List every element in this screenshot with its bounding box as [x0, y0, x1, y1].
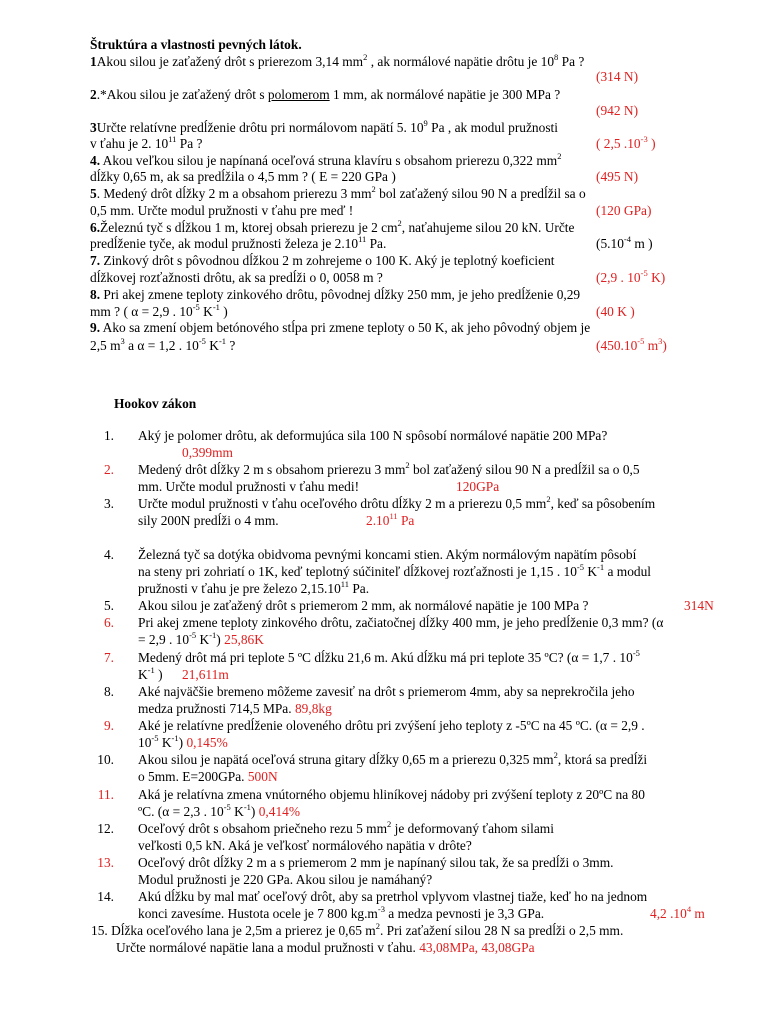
hooke-problem-6-line2: = 2,9 . $10^{-5}$ $K^{-1}$) 25,86K [138, 630, 264, 647]
answer-2: (942 N) [596, 103, 639, 118]
hooke-num-12: 12. [97, 821, 114, 836]
hooke-problem-12-line2: veľkosti 0,5 kN. Aká je veľkosť normálového napätia v drôte? [138, 838, 472, 853]
section-title: Štruktúra a vlastnosti pevných látok. [90, 37, 302, 52]
hooke-num-8: 8. [103, 684, 114, 699]
problem-8-line2: mm ? ( α = 2,9 . $10^{-5}$ $K^{-1}$ ) [90, 302, 228, 319]
hooke-problem-8-line2: medza pružnosti 714,5 MPa. 89,8kg [138, 701, 332, 716]
answer-4: (495 N) [596, 169, 639, 184]
answer-1: (314 N) [596, 69, 639, 84]
hooke-answer-6: 25,86K [224, 632, 264, 647]
answer-3: ( 2,5 $.10^{-3}$ ) [596, 134, 656, 151]
hooke-num-6: 6. [103, 615, 114, 630]
hooke-num-9: 9. [103, 718, 114, 733]
hooke-problem-8-line1: Aké najväčšie bremeno môžeme zavesiť na drôt s priemerom 4mm, aby sa neprekročila jeho [138, 684, 635, 699]
hooke-num-15: 15. [91, 923, 108, 938]
problem-3-line1: 3Určte relatívne predĺženie drôtu pri normálovom napätí 5. $10^9$ Pa , ak modul pružnosti [90, 118, 558, 135]
problem-4-line2: dĺžky 0,65 m, ak sa predĺžila o 4,5 mm ? ( E = 220 GPa ) [90, 169, 396, 184]
hooke-problem-6-line1: Pri akej zmene teploty zinkového drôtu, začiatočnej dĺžky 400 mm, je jeho predĺženie 0,3 mm? (α [138, 615, 664, 630]
hooke-num-14: 14. [97, 889, 114, 904]
hooke-problem-5: Akou silou je zaťažený drôt s priemerom 2 mm, ak normálové napätie je 100 MPa ? [138, 598, 589, 613]
hooke-problem-1: Aký je polomer drôtu, ak deformujúca sila 100 N spôsobí normálové napätie 200 MPa? [138, 428, 608, 443]
hooke-num-2: 2. [103, 462, 114, 477]
hooke-problem-15-line2: Určte normálové napätie lana a modul pružnosti v ťahu. 43,08MPa, 43,08GPa [116, 940, 535, 955]
hooke-answer-3: 2.10$^{11}$ Pa [366, 511, 415, 528]
hooke-answer-9: 0,145% [186, 735, 228, 750]
hooke-answer-11: 0,414% [258, 804, 301, 819]
hooke-answer-15: 43,08MPa, 43,08GPa [419, 940, 535, 955]
problem-7-line1: 7. Zinkový drôt s pôvodnou dĺžkou 2 m zohrejeme o 100 K. Aký je teplotný koeficient [90, 253, 555, 268]
hooke-num-3: 3. [103, 496, 114, 511]
answer-6: ($5.10^{-4}$ m ) [596, 234, 653, 251]
hooke-num-7: 7. [103, 650, 114, 665]
hooke-problem-3-line1: Určte modul pružnosti v ťahu oceľového drôtu dĺžky 2 m a prierezu 0,5 $mm^2$, keď sa pôsobením [138, 494, 656, 511]
hooke-answer-7: 21,611m [182, 667, 229, 682]
hooke-problem-4-line2: na steny pri zohriatí o 1K, keď teplotný súčiniteľ dĺžkovej rozťažnosti je 1,15 . $10^{-5}$ $K^{-1}$ a modul [138, 562, 652, 579]
hooke-problem-14-line1: Akú dĺžku by mal mať oceľový drôt, aby sa pretrhol vplyvom vlastnej tiaže, keď ho na jednom [138, 889, 648, 904]
hooke-answer-8: 89,8kg [294, 701, 332, 716]
hooke-problem-3-line2: sily 200N predĺži o 4 mm. [138, 513, 279, 528]
hooke-num-10: 10. [97, 752, 114, 767]
problem-9-line1: 9. Ako sa zmení objem betónového stĺpa pri zmene teploty o 50 K, ak jeho pôvodný objem je [90, 320, 591, 335]
hooke-answer-5: 314N [684, 598, 714, 613]
problem-1: 1Akou silou je zaťažený drôt s prierezom 3,14 $mm^2$ , ak normálové napätie drôtu je $10^8$ Pa ? [90, 52, 585, 69]
hooke-problem-9-line1: Aké je relatívne predĺženie oloveného drôtu pri zvýšení jeho teploty z -5ºC na 45 ºC. (α = 2,9 . [138, 718, 645, 733]
hooke-problem-12-line1: Oceľový drôt s obsahom priečneho rezu 5 $mm^2$ je deformovaný ťahom silami [138, 819, 554, 836]
hooke-problem-13-line2: Modul pružnosti je 220 GPa. Akou silou je namáhaný? [138, 872, 433, 887]
problem-8-line1: 8. Pri akej zmene teploty zinkového drôtu, pôvodnej dĺžky 250 mm, je jeho predĺženie 0,29 [90, 287, 581, 302]
hooke-problem-2-line2: mm. Určte modul pružnosti v ťahu medi! [138, 479, 360, 494]
answer-5: (120 GPa) [596, 203, 652, 218]
hooke-problem-4-line1: Železná tyč sa dotýka obidvoma pevnými koncami stien. Akým normálovým napätím pôsobí [138, 547, 637, 562]
hooke-num-4: 4. [103, 547, 114, 562]
hooke-problem-13-line1: Oceľový drôt dĺžky 2 m a s priemerom 2 mm je napínaný silou tak, že sa predĺži o 3mm. [138, 855, 614, 870]
hooke-answer-14: 4,2 $.10^4$ m [650, 904, 705, 921]
hooke-problem-10-line1: Akou silou je napätá oceľová struna gitary dĺžky 0,65 m a prierezu 0,325 $mm^2$, ktorá sa predĺži [138, 750, 648, 767]
hooke-problem-11-line1: Aká je relatívna zmena vnútorného objemu hliníkovej nádoby pri zvýšení teploty z 20ºC na 80 [138, 787, 645, 802]
answer-8: (40 K ) [596, 304, 635, 319]
hooke-problem-11-line2: ºC. (α = 2,3 . $10^{-5}$ $K^{-1}$) 0,414% [138, 802, 301, 819]
hooke-answer-10: 500N [247, 769, 278, 784]
answer-9: ($450.10^{-5}$ $m^3$) [596, 336, 667, 353]
hooke-num-5: 5. [103, 598, 114, 613]
problem-3-line2: v ťahu je 2. $10^{11}$ Pa ? [90, 134, 203, 151]
hooke-num-1: 1. [103, 428, 114, 443]
hooke-problem-7-line2: $K^{-1}$ ) [138, 665, 163, 682]
hooke-problem-9-line2: $10^{-5}$ $K^{-1}$) 0,145% [138, 733, 228, 750]
problem-9-line2: 2,5 $m^3$ a α = 1,2 . $10^{-5}$ $K^{-1}$ ? [90, 336, 236, 353]
problem-6-line1: 6.Železnú tyč s dĺžkou 1 m, ktorej obsah prierezu je 2 $cm^2$, naťahujeme silou 20 kN. Určte [90, 218, 575, 235]
answer-7: (2,9 . $10^{-5}$ K) [596, 268, 666, 285]
hooke-problem-10-line2: o 5mm. E=200GPa. 500N [138, 769, 278, 784]
hooke-problem-14-line2: konci zavesíme. Hustota ocele je 7 800 $kg.m^{-3}$ a medza pevnosti je 3,3 GPa. [138, 904, 545, 921]
problem-5-line1: 5. Medený drôt dĺžky 2 m a obsahom prierezu 3 $mm^2$ bol zaťažený silou 90 N a predĺžil sa o [90, 184, 586, 201]
hooke-problem-7-line1: Medený drôt má pri teplote 5 ºC dĺžku 21,6 m. Akú dĺžku má pri teplote 35 ºC? (α = 1,7 . $10^{-5}$ [138, 648, 640, 665]
section-title-hookov: Hookov zákon [114, 396, 197, 411]
hooke-problem-15-line1: 15. Dĺžka oceľového lana je 2,5m a prierez je 0,65 $m^2$. Pri zaťažení silou 28 N sa predĺži o 2,5 mm. [91, 921, 624, 938]
hooke-problem-2-line1: Medený drôt dĺžky 2 m s obsahom prierezu 3 $mm^2$ bol zaťažený silou 90 N a predĺžil sa o 0,5 [138, 460, 640, 477]
problem-2: 2.*Akou silou je zaťažený drôt s polomerom 1 mm, ak normálové napätie je 300 MPa ? [90, 87, 561, 102]
hooke-answer-2: 120GPa [456, 479, 500, 494]
problem-7-line2: dĺžkovej rozťažnosti drôtu, ak sa predĺži o 0, 0058 m ? [90, 270, 383, 285]
problem-6-line2: predĺženie tyče, ak modul pružnosti železa je 2.10$^{11}$ Pa. [90, 234, 387, 251]
problem-4-line1: 4. Akou veľkou silou je napínaná oceľová struna klavíru s obsahom prierezu 0,322 $mm^2$ [90, 151, 562, 168]
hooke-answer-1: 0,399mm [182, 445, 233, 460]
hooke-num-11: 11. [97, 787, 114, 802]
problem-5-line2: 0,5 mm. Určte modul pružnosti v ťahu pre meď ! [90, 203, 354, 218]
hooke-problem-4-line3: pružnosti v ťahu je pre železo 2,15.10$^{11}$ Pa. [138, 579, 370, 596]
hooke-num-13: 13. [97, 855, 114, 870]
